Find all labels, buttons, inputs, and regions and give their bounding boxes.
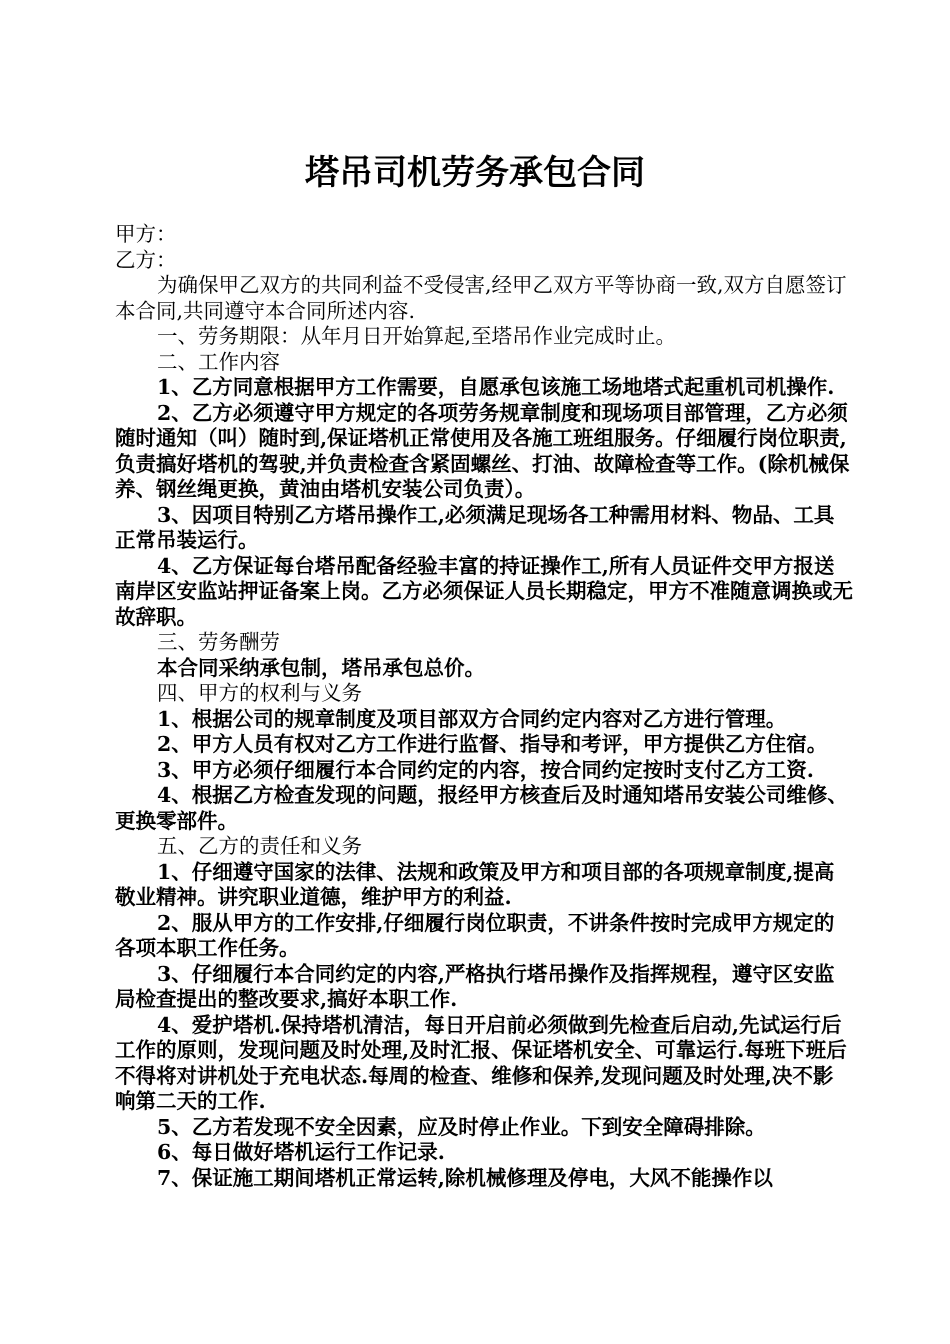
clause-work-2: 2、乙方必须遵守甲方规定的各项劳务规章制度和现场项目部管理，乙方必须随时通知（叫）随时到,保证塔机正常使用及各施工班组服务。仔细履行岗位职责,负责搞好塔机的驾驶,并负责检查含紧固螺丝、打油、故障检查等工作。(除机械保养、钢丝绳更换，黄油由塔机安装公司负责）。 xyxy=(115,400,850,501)
clause-party-b-2: 2、服从甲方的工作安排,仔细履行岗位职责，不讲条件按时完成甲方规定的各项本职工作任务。 xyxy=(115,910,835,960)
section-heading-term: 一、劳务期限：从年月日开始算起,至塔吊作业完成时止。 xyxy=(157,324,677,348)
clause-party-a-3: 3、甲方必须仔细履行本合同约定的内容，按合同约定按时支付乙方工资. xyxy=(157,757,814,782)
document-title: 塔吊司机劳务承包合同 xyxy=(305,153,645,193)
clause-party-a-1: 1、根据公司的规章制度及项目部双方合同约定内容对乙方进行管理。 xyxy=(157,706,787,731)
clause-work-1: 1、乙方同意根据甲方工作需要，自愿承包该施工场地塔式起重机司机操作. xyxy=(157,375,835,399)
party-a-label: 甲方： xyxy=(115,222,177,246)
clause-party-a-2: 2、甲方人员有权对乙方工作进行监督、指导和考评，甲方提供乙方住宿。 xyxy=(157,732,828,756)
clause-work-3: 3、因项目特别乙方塔吊操作工,必须满足现场各工种需用材料、物品、工具正常吊装运行。 xyxy=(115,502,835,552)
clause-party-b-5: 5、乙方若发现不安全因素，应及时停止作业。下到安全障碍排除。 xyxy=(157,1114,766,1139)
clause-party-a-4: 4、根据乙方检查发现的问题，报经甲方核查后及时通知塔吊安装公司维修、更换零部件。 xyxy=(115,783,848,833)
section-heading-party-a: 四、甲方的权利与义务 xyxy=(157,681,362,705)
section-heading-pay: 三、劳务酬劳 xyxy=(157,630,280,654)
clause-party-b-1: 1、仔细遵守国家的法律、法规和政策及甲方和项目部的各项规章制度,提高敬业精神。讲究职业道德，维护甲方的利益. xyxy=(115,859,835,909)
clause-pay: 本合同采纳承包制，塔吊承包总价。 xyxy=(157,655,485,680)
party-b-label: 乙方： xyxy=(115,247,177,272)
clause-party-b-6: 6、每日做好塔机运行工作记录. xyxy=(157,1140,445,1164)
document-body xyxy=(115,222,853,1191)
clause-party-b-7: 7、保证施工期间塔机正常运转,除机械修理及停电，大风不能操作以 xyxy=(157,1165,773,1190)
intro-paragraph: 为确保甲乙双方的共同利益不受侵害,经甲乙双方平等协商一致,双方自愿签订本合同,共同遵守本合同所述内容. xyxy=(115,273,847,323)
clause-party-b-4: 4、爱护塔机.保持塔机清洁，每日开启前必须做到先检查后启动,先试运行后工作的原则，发现问题及时处理,及时汇报、保证塔机安全、可靠运行.每班下班后不得将对讲机处于充电状态.每周的检查、维修和保养,发现问题及时处理,决不影响第二天的工作. xyxy=(115,1012,847,1113)
clause-work-4: 4、乙方保证每台塔吊配备经验丰富的持证操作工,所有人员证件交甲方报送南岸区安监站押证备案上岗。乙方必须保证人员长期稳定，甲方不准随意调换或无故辞职。 xyxy=(115,553,853,629)
section-heading-work: 二、工作内容 xyxy=(157,349,280,374)
section-heading-party-b: 五、乙方的责任和义务 xyxy=(157,834,362,858)
clause-party-b-3: 3、仔细履行本合同约定的内容,严格执行塔吊操作及指挥规程，遵守区安监局检查提出的整改要求,搞好本职工作. xyxy=(115,961,835,1011)
